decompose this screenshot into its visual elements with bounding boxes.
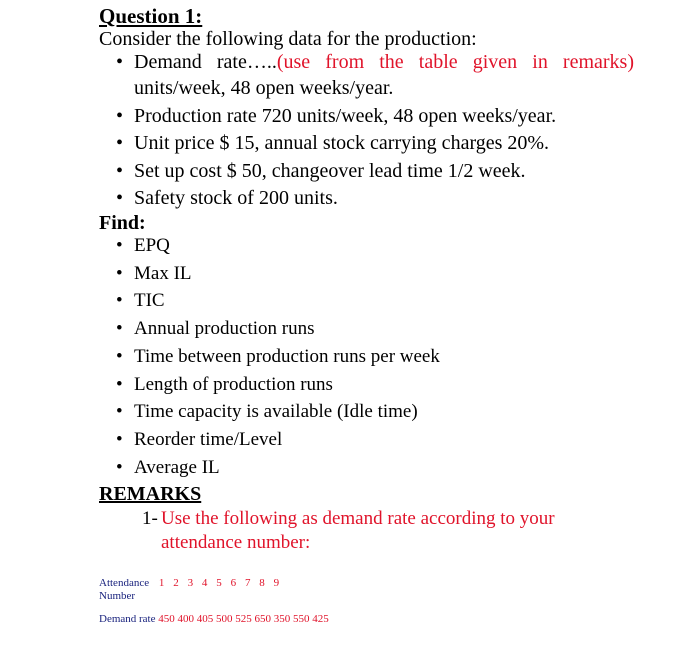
attendance-number: 4 (201, 577, 208, 589)
find-item: • Reorder time/Level (114, 426, 440, 454)
list-item-production: • Production rate 720 units/week, 48 open weeks/year. (114, 103, 634, 129)
question-title: Question 1: (99, 4, 203, 28)
find-list (114, 232, 440, 481)
attendance-number: 1 (158, 577, 165, 589)
demand-note: (use from the table given in remarks) (276, 51, 634, 73)
attendance-label-line2: Number (99, 590, 136, 602)
demand-line-2: units/week, 48 open weeks/year. (134, 77, 394, 99)
attendance-number: 9 (273, 577, 280, 589)
question-intro: Consider the following data for the production: (99, 28, 477, 50)
find-item: • Annual production runs (114, 315, 440, 343)
list-item-setup: • Set up cost $ 50, changeover lead time 1/2 week. (114, 158, 634, 184)
find-item: • Time capacity is available (Idle time) (114, 398, 440, 426)
demand-rate-label: Demand rate (99, 613, 156, 625)
list-item-demand (114, 49, 634, 101)
remark-text: Use the following as demand rate according to your attendance number: (161, 508, 555, 553)
data-list (114, 49, 634, 213)
remarks-title: REMARKS (99, 483, 202, 505)
find-item: • Average IL (114, 454, 440, 482)
attendance-number: 8 (259, 577, 265, 589)
demand-rate-values: 450 400 405 500 525 650 350 550 425 (158, 613, 329, 625)
demand-label: Demand rate….. (134, 51, 277, 73)
find-item: • Max IL (114, 260, 440, 288)
attendance-number: 5 (216, 577, 222, 589)
attendance-number: 2 (173, 577, 179, 589)
attendance-number: 3 (187, 577, 194, 589)
demand-line-1 (134, 49, 634, 75)
find-item: • Length of production runs (114, 371, 440, 399)
attendance-numbers (156, 577, 282, 589)
list-item-unit-price: • Unit price $ 15, annual stock carrying charges 20%. (114, 130, 634, 156)
remark-number: 1- (142, 508, 158, 529)
demand-rate-row (99, 613, 329, 626)
list-item-safety: • Safety stock of 200 units. (114, 185, 634, 211)
find-title: Find: (99, 212, 146, 234)
find-item: • EPQ (114, 232, 440, 260)
attendance-header-row (99, 577, 282, 590)
find-item: • Time between production runs per week (114, 343, 440, 371)
find-item: • TIC (114, 287, 440, 315)
attendance-label: Attendance (99, 577, 150, 589)
remark-item (142, 507, 612, 555)
attendance-number: 6 (230, 577, 237, 589)
attendance-number: 7 (244, 577, 251, 589)
